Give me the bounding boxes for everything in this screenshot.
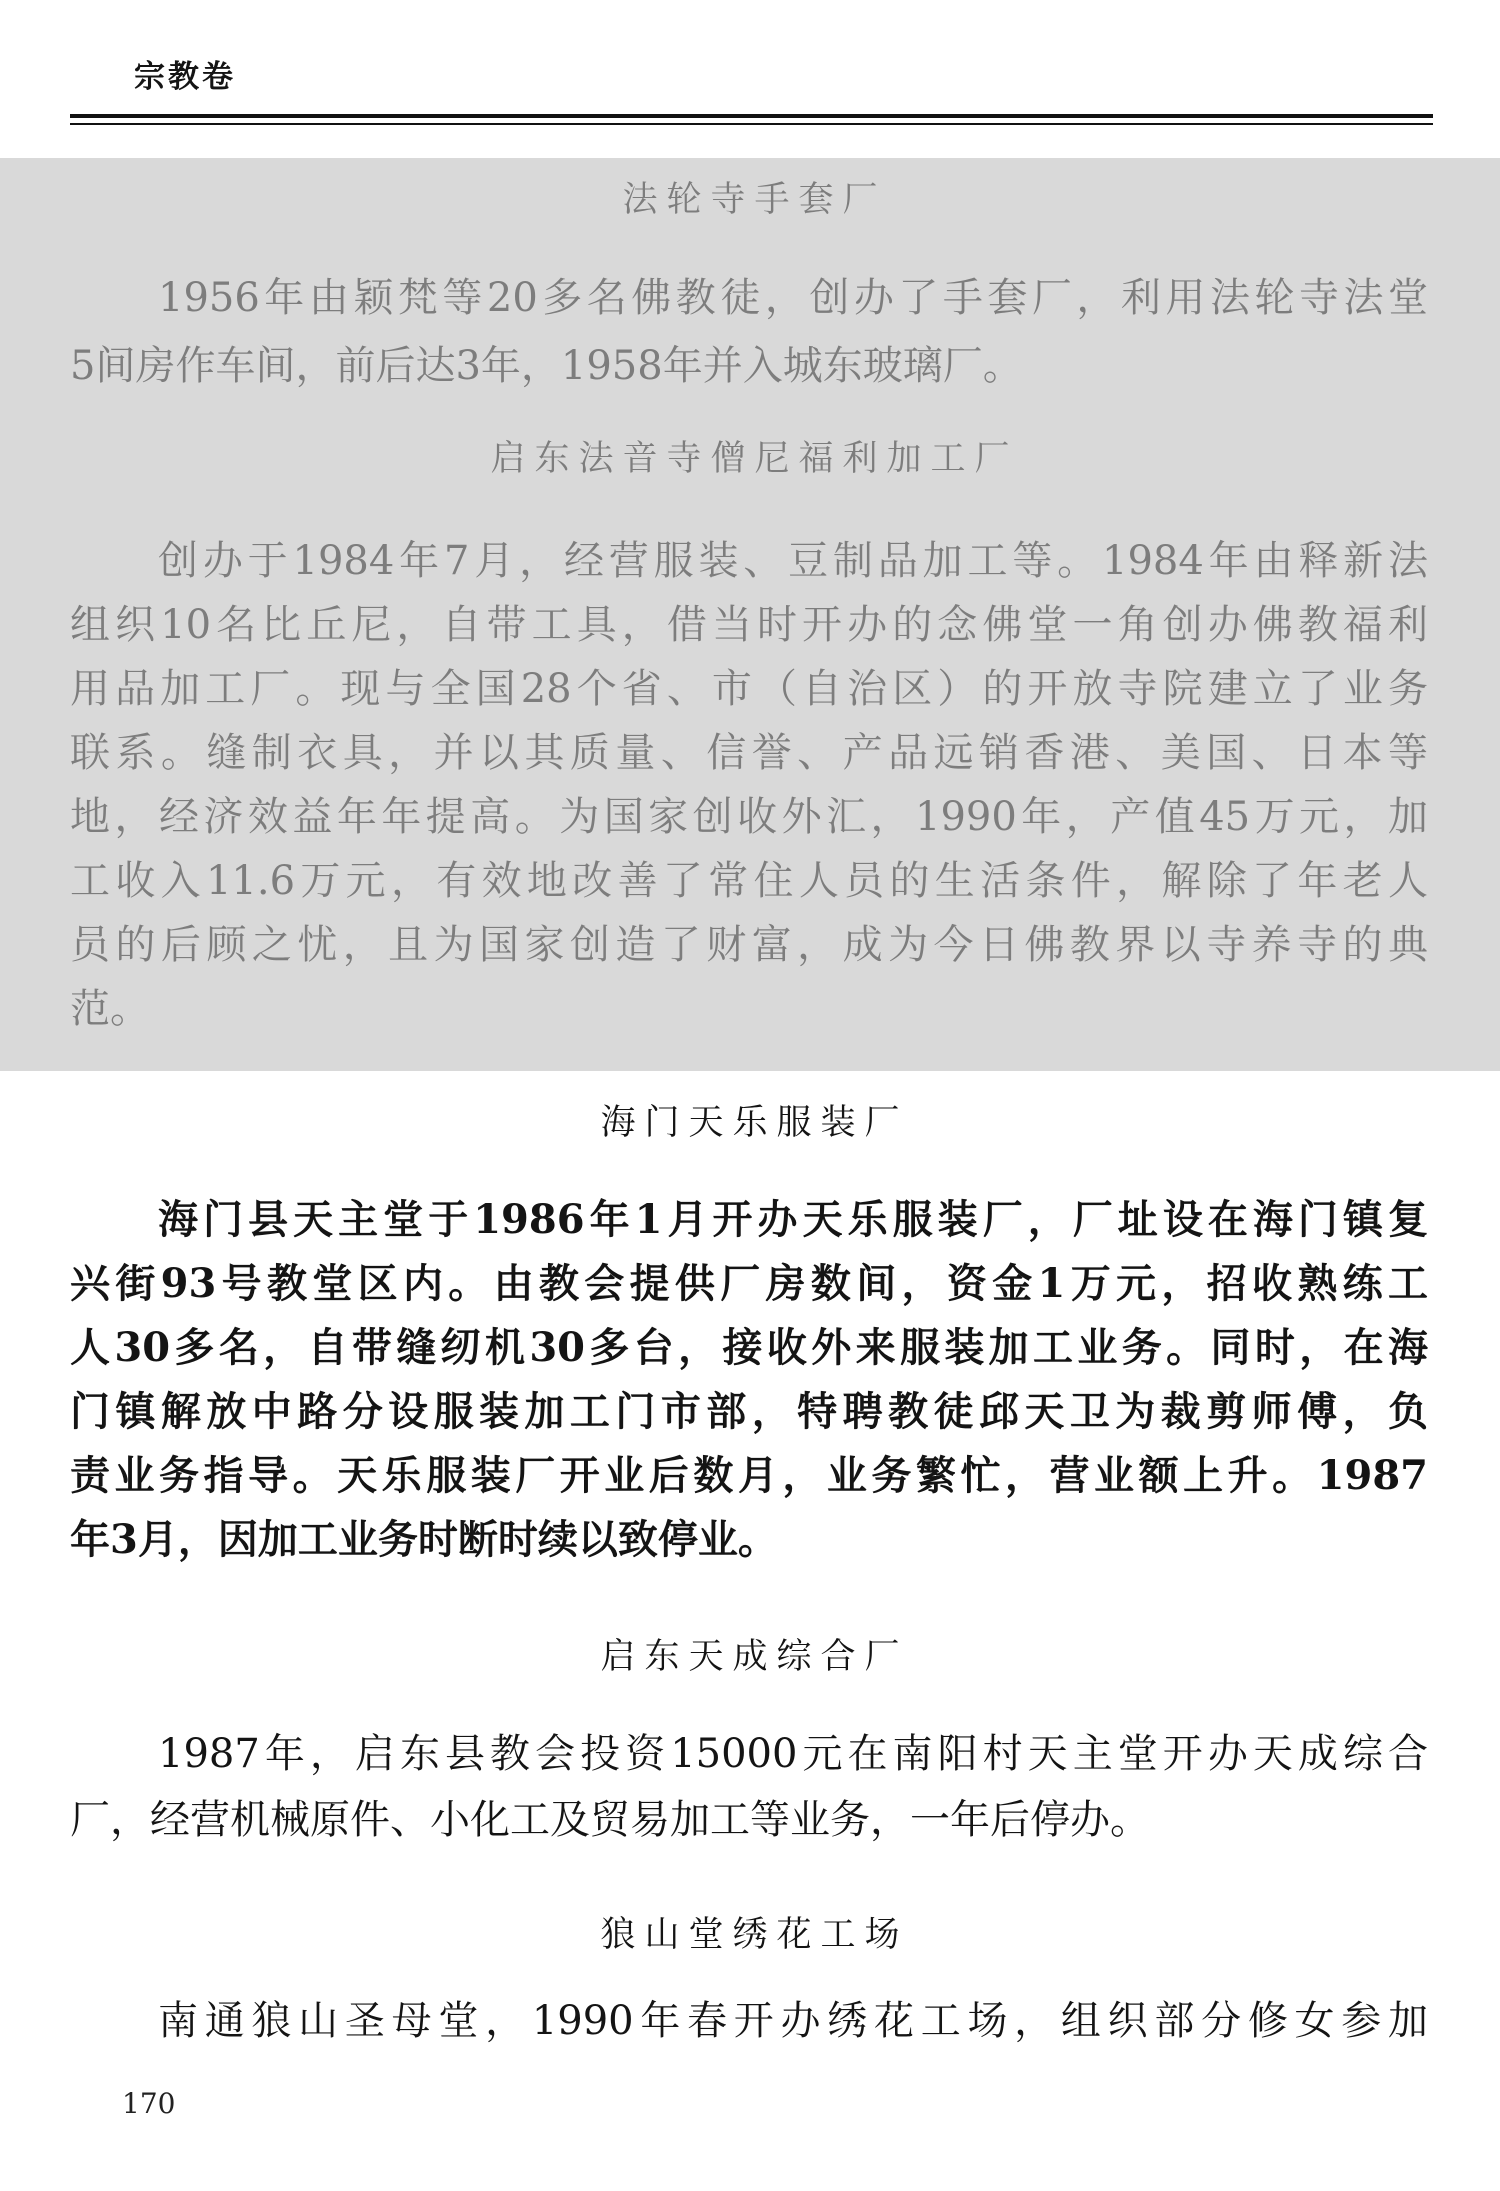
paragraph-line: 南通狼山圣母堂，1990年春开办绣花工场，组织部分修女参加 bbox=[158, 1998, 1428, 2044]
paragraph-line: 范。 bbox=[70, 986, 150, 1032]
section-title: 启东天成综合厂 bbox=[600, 1637, 909, 1677]
running-header-title: 宗教卷 bbox=[134, 59, 236, 95]
paragraph-line: 创办于1984年7月，经营服装、豆制品加工等。1984年由释新法 bbox=[158, 538, 1428, 584]
paragraph-line: 年3月，因加工业务时断时续以致停业。 bbox=[70, 1516, 778, 1563]
paragraph-line: 用品加工厂。现与全国28个省、市（自治区）的开放寺院建立了业务 bbox=[70, 666, 1428, 712]
section-qidong-tiancheng-factory bbox=[70, 1627, 1430, 1853]
paragraph-line: 人30多名，自带缝纫机30多台，接收外来服装加工业务。同时，在海 bbox=[70, 1324, 1428, 1371]
paragraph-line: 工收入11.6万元，有效地改善了常住人员的生活条件，解除了年老人 bbox=[70, 858, 1428, 904]
section-paragraph bbox=[70, 1989, 1428, 2053]
paragraph-line: 5间房作车间，前后达3年，1958年并入城东玻璃厂。 bbox=[70, 343, 1023, 389]
header-double-rule bbox=[70, 114, 1433, 126]
section-title: 法轮寺手套厂 bbox=[622, 180, 887, 220]
paragraph-line: 厂，经营机械原件、小化工及贸易加工等业务，一年后停办。 bbox=[70, 1797, 1150, 1843]
page-number: 170 bbox=[122, 2087, 176, 2120]
header-rule-thick bbox=[70, 114, 1433, 118]
paragraph-line: 兴街93号教堂区内。由教会提供厂房数间，资金1万元，招收熟练工 bbox=[70, 1260, 1428, 1307]
paragraph-line: 责业务指导。天乐服装厂开业后数月，业务繁忙，营业额上升。1987 bbox=[70, 1452, 1428, 1499]
section-paragraph bbox=[70, 264, 1428, 400]
section-paragraph bbox=[70, 1188, 1428, 1572]
paragraph-line: 员的后顾之忧，且为国家创造了财富，成为今日佛教界以寺养寺的典 bbox=[70, 922, 1428, 968]
section-haimen-tianle-garment-factory bbox=[70, 1093, 1430, 1572]
section-title: 狼山堂绣花工场 bbox=[600, 1915, 909, 1955]
section-langshan-embroidery-workshop bbox=[70, 1905, 1430, 2053]
section-title: 启东法音寺僧尼福利加工厂 bbox=[490, 439, 1019, 479]
paragraph-line: 1987年，启东县教会投资15000元在南阳村天主堂开办天成综合 bbox=[158, 1731, 1428, 1777]
paragraph-line: 门镇解放中路分设服装加工门市部，特聘教徒邱天卫为裁剪师傅，负 bbox=[70, 1388, 1428, 1435]
section-paragraph bbox=[70, 1721, 1428, 1853]
paragraph-line: 组织10名比丘尼，自带工具，借当时开办的念佛堂一角创办佛教福利 bbox=[70, 602, 1428, 648]
paragraph-line: 地，经济效益年年提高。为国家创收外汇，1990年，产值45万元，加 bbox=[70, 794, 1428, 840]
section-title: 海门天乐服装厂 bbox=[600, 1103, 909, 1143]
section-paragraph bbox=[70, 529, 1428, 1041]
section-qidong-fayin-temple-welfare-factory bbox=[70, 429, 1430, 1041]
paragraph-line: 联系。缝制衣具，并以其质量、信誉、产品远销香港、美国、日本等 bbox=[70, 730, 1428, 776]
paragraph-line: 1956年由颖梵等20多名佛教徒，创办了手套厂，利用法轮寺法堂 bbox=[158, 275, 1428, 321]
header-rule-thin bbox=[70, 123, 1433, 125]
section-falunsi-glove-factory bbox=[70, 170, 1430, 400]
paragraph-line: 海门县天主堂于1986年1月开办天乐服装厂，厂址设在海门镇复 bbox=[158, 1196, 1428, 1243]
